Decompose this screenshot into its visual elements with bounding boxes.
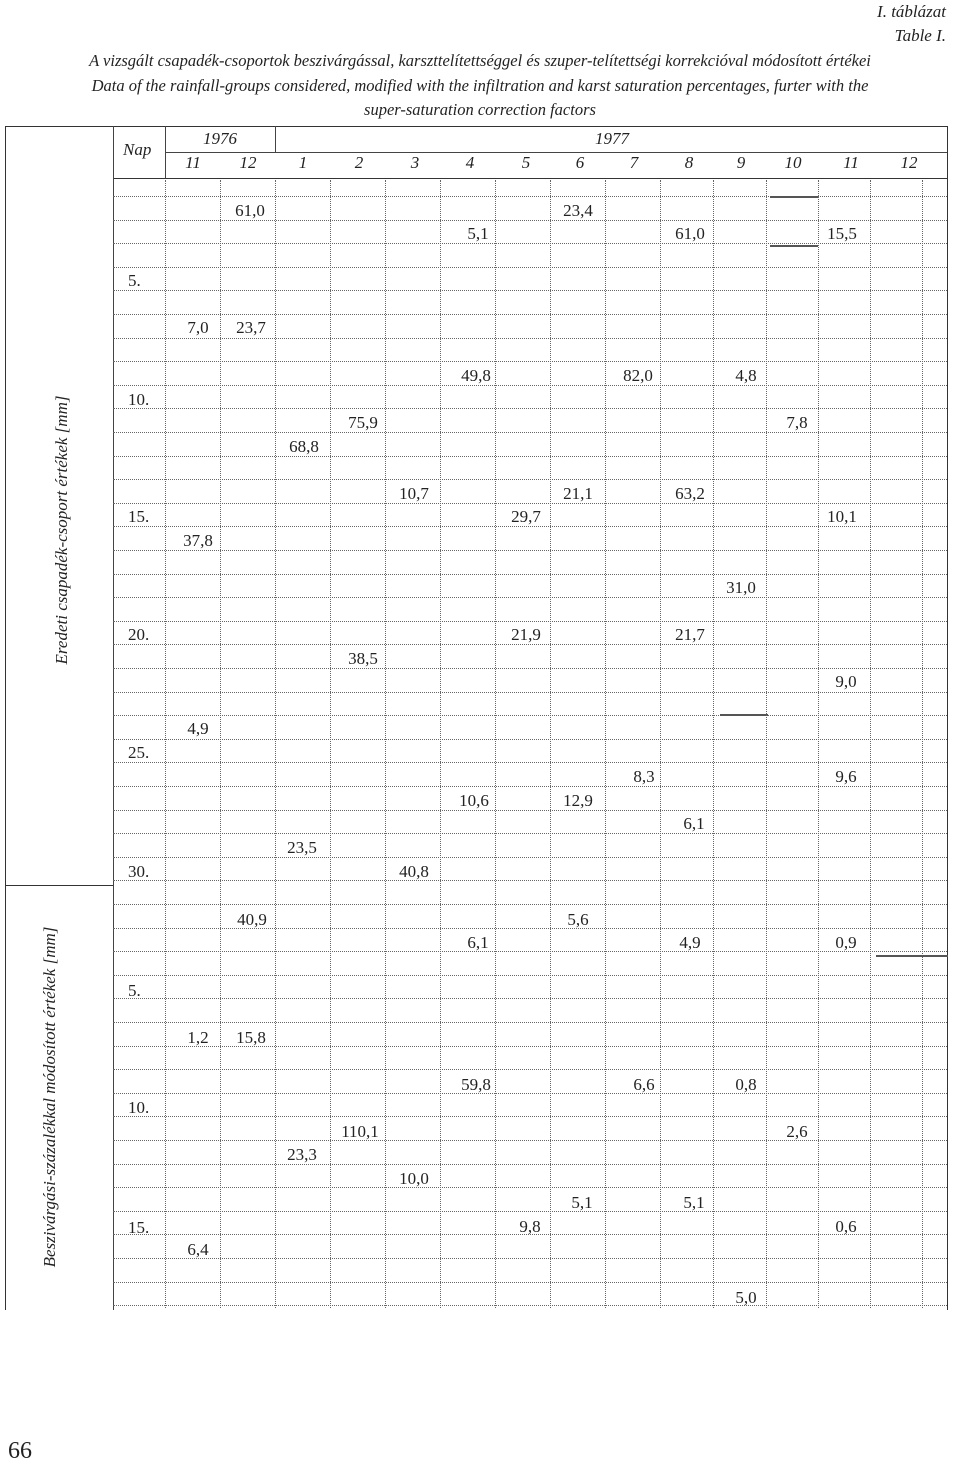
grid-row-line: [113, 314, 947, 315]
grid-row-line: [113, 880, 947, 881]
grid-row-line: [113, 668, 947, 669]
grid-row-line: [113, 715, 947, 716]
grid-column-line: [550, 180, 551, 1308]
year-1977-header: 1977: [595, 129, 629, 148]
grid-marker-line: [770, 245, 818, 247]
value-cell: 40,9: [237, 910, 267, 929]
grid-row-line: [113, 574, 947, 575]
grid-row-line: [113, 786, 947, 787]
month-header: 6: [575, 153, 585, 172]
grid-row-line: [113, 810, 947, 811]
grid-row-line: [113, 1116, 947, 1117]
grid-column-line: [605, 180, 606, 1308]
month-header: 12: [900, 153, 918, 172]
value-cell: 21,7: [675, 625, 705, 644]
month-header: 4: [465, 153, 475, 172]
grid-column-line: [495, 180, 496, 1308]
day-label: 25.: [128, 743, 150, 762]
grid-column-line: [870, 180, 871, 1308]
table-left-border: [5, 126, 6, 1310]
month-header: 9: [736, 153, 746, 172]
value-cell: 68,8: [289, 437, 319, 456]
day-label: 15.: [128, 507, 150, 526]
section2-label: Beszivárgási-százalékkal módosított értékek [mm]: [40, 926, 59, 1268]
value-cell: 21,9: [511, 625, 541, 644]
grid-row-line: [113, 951, 947, 952]
value-cell: 9,0: [835, 672, 857, 691]
day-label: 30.: [128, 862, 150, 881]
day-label: 10.: [128, 1098, 150, 1117]
value-cell: 4,9: [679, 933, 701, 952]
caption-en-line1: Data of the rainfall-groups considered, modified with the infiltration and karst saturation percentages, furter with the: [91, 76, 869, 95]
value-cell: 10,7: [399, 484, 429, 503]
grid-column-line: [713, 180, 714, 1308]
month-header: 11: [843, 153, 859, 172]
grid-column-line: [818, 180, 819, 1308]
grid-row-line: [113, 385, 947, 386]
month-header: 10: [784, 153, 802, 172]
grid-marker-line: [770, 196, 818, 198]
table-label-hu: I. táblázat: [877, 2, 946, 21]
grid-row-line: [113, 432, 947, 433]
value-cell: 63,2: [675, 484, 705, 503]
grid-row-line: [113, 290, 947, 291]
grid-row-line: [113, 1069, 947, 1070]
value-cell: 9,6: [835, 767, 857, 786]
value-cell: 59,8: [461, 1075, 491, 1094]
value-cell: 6,1: [467, 933, 489, 952]
value-cell: 61,0: [675, 224, 705, 243]
value-cell: 31,0: [726, 578, 756, 597]
value-cell: 6,6: [633, 1075, 655, 1094]
value-cell: 7,0: [187, 318, 209, 337]
grid-row-line: [113, 975, 947, 976]
value-cell: 6,1: [683, 814, 705, 833]
value-cell: 0,9: [835, 933, 857, 952]
value-cell: 110,1: [341, 1122, 379, 1141]
grid-row-line: [113, 1258, 947, 1259]
grid-row-line: [113, 1164, 947, 1165]
value-cell: 2,6: [786, 1122, 808, 1141]
grid-row-line: [113, 338, 947, 339]
value-cell: 15,5: [827, 224, 857, 243]
grid-row-line: [113, 479, 947, 480]
value-cell: 23,3: [287, 1145, 317, 1164]
label-column-border: [113, 126, 114, 1310]
day-label: 10.: [128, 390, 150, 409]
section-divider: [5, 885, 113, 886]
value-cell: 12,9: [563, 791, 593, 810]
value-cell: 37,8: [183, 531, 213, 550]
grid-marker-line: [720, 714, 768, 716]
grid-row-line: [113, 361, 947, 362]
nap-header: Nap: [123, 140, 152, 159]
value-cell: 21,1: [563, 484, 593, 503]
grid-row-line: [113, 597, 947, 598]
month-header: 2: [354, 153, 364, 172]
caption-en-line2: super-saturation correction factors: [364, 100, 596, 119]
grid-row-line: [113, 1282, 947, 1283]
grid-row-line: [113, 1211, 947, 1212]
month-header: 1: [298, 153, 308, 172]
grid-column-line: [330, 180, 331, 1308]
table-right-border: [947, 126, 948, 1310]
value-cell: 23,7: [236, 318, 266, 337]
value-cell: 10,6: [459, 791, 489, 810]
grid-row-line: [113, 1305, 947, 1306]
table-top-border: [5, 126, 948, 127]
value-cell: 10,1: [827, 507, 857, 526]
month-header: 5: [521, 153, 531, 172]
grid-row-line: [113, 267, 947, 268]
month-header: 7: [629, 153, 639, 172]
value-cell: 4,9: [187, 719, 209, 738]
value-cell: 23,4: [563, 201, 593, 220]
grid-row-line: [113, 1093, 947, 1094]
value-cell: 5,6: [567, 910, 589, 929]
grid-column-line: [660, 180, 661, 1308]
grid-row-line: [113, 456, 947, 457]
header-bottom-border: [113, 178, 948, 179]
grid-row-line: [113, 857, 947, 858]
grid-column-line: [165, 180, 166, 1308]
grid-marker-line: [876, 955, 948, 957]
grid-column-line: [440, 180, 441, 1308]
grid-column-line: [922, 180, 923, 1308]
value-cell: 0,6: [835, 1217, 857, 1236]
value-cell: 0,8: [735, 1075, 757, 1094]
day-label: 15.: [128, 1218, 150, 1237]
month-header: 3: [410, 153, 420, 172]
grid-column-line: [385, 180, 386, 1308]
month-header: 11: [185, 153, 201, 172]
value-cell: 38,5: [348, 649, 378, 668]
value-cell: 5,1: [467, 224, 489, 243]
value-cell: 15,8: [236, 1028, 266, 1047]
value-cell: 1,2: [187, 1028, 209, 1047]
grid-row-line: [113, 904, 947, 905]
grid-row-line: [113, 550, 947, 551]
grid-column-line: [766, 180, 767, 1308]
table-label-en: Table I.: [894, 26, 946, 45]
grid-row-line: [113, 762, 947, 763]
grid-row-line: [113, 196, 947, 197]
value-cell: 9,8: [519, 1217, 541, 1236]
value-cell: 61,0: [235, 201, 265, 220]
value-cell: 7,8: [786, 413, 808, 432]
grid-row-line: [113, 998, 947, 999]
value-cell: 40,8: [399, 862, 429, 881]
page-number: 66: [8, 1438, 32, 1464]
grid-row-line: [113, 1022, 947, 1023]
value-cell: 6,4: [187, 1240, 209, 1259]
month-header: 8: [684, 153, 694, 172]
value-cell: 10,0: [399, 1169, 429, 1188]
year-1976-header: 1976: [203, 129, 237, 148]
month-header: 12: [239, 153, 257, 172]
day-label: 20.: [128, 625, 150, 644]
year-1976-underline: [165, 152, 275, 153]
value-cell: 5,1: [571, 1193, 593, 1212]
grid-column-line: [275, 180, 276, 1308]
value-cell: 23,5: [287, 838, 317, 857]
grid-row-line: [113, 692, 947, 693]
caption-hu: A vizsgált csapadék-csoportok beszivárgással, karszttelítettséggel és szuper-telítettségi korrekcióval módosított értékei: [89, 51, 871, 70]
grid-row-line: [113, 1187, 947, 1188]
grid-row-line: [113, 503, 947, 504]
grid-column-line: [220, 180, 221, 1308]
section1-label: Eredeti csapadék-csoport értékek [mm]: [52, 395, 71, 665]
value-cell: 5,1: [683, 1193, 705, 1212]
grid-row-line: [113, 739, 947, 740]
value-cell: 4,8: [735, 366, 757, 385]
grid-row-line: [113, 243, 947, 244]
value-cell: 49,8: [461, 366, 491, 385]
day-label: 5.: [128, 271, 141, 290]
grid-row-line: [113, 621, 947, 622]
year-divider: [275, 126, 276, 152]
value-cell: 82,0: [623, 366, 653, 385]
grid-row-line: [113, 1140, 947, 1141]
value-cell: 29,7: [511, 507, 541, 526]
value-cell: 8,3: [633, 767, 655, 786]
grid-row-line: [113, 408, 947, 409]
value-cell: 75,9: [348, 413, 378, 432]
day-label: 5.: [128, 981, 141, 1000]
grid-row-line: [113, 833, 947, 834]
value-cell: 5,0: [735, 1288, 757, 1307]
